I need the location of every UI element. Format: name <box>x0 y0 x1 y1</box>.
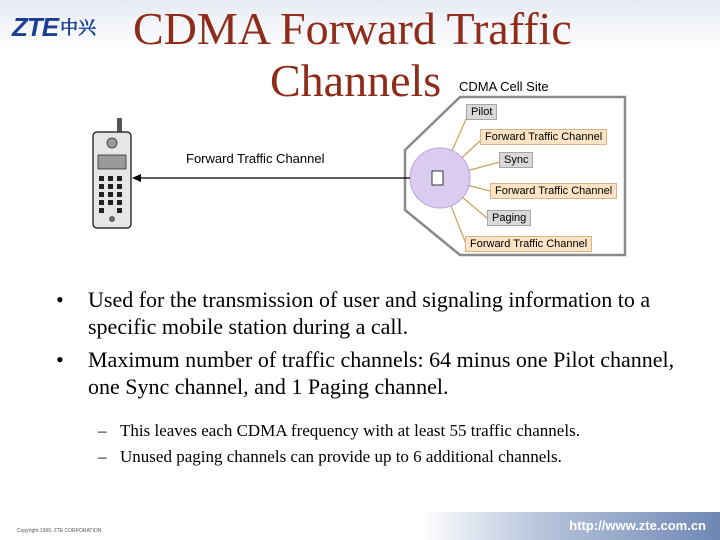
bullet-list <box>56 286 696 472</box>
zte-logo <box>12 10 108 44</box>
antenna-icon <box>432 171 443 185</box>
sub-bullet-text: This leaves each CDMA frequency with at least 55 traffic channels. <box>120 421 580 440</box>
logo-chinese: 中兴 <box>60 18 97 39</box>
footer-url: http://www.zte.com.cn <box>569 518 706 533</box>
bullet-item <box>56 346 696 400</box>
dash-icon: – <box>98 421 107 440</box>
channel-label-paging: Paging <box>487 210 531 226</box>
channel-label-sync: Sync <box>499 152 533 168</box>
dash-icon: – <box>98 447 107 466</box>
copyright-text: Copyright 1999, ZTE CORPORATION <box>17 528 102 534</box>
forward-link-arrowhead <box>132 174 141 182</box>
mobile-phone-icon <box>93 118 131 228</box>
channel-label-traffic-1: Forward Traffic Channel <box>480 129 607 145</box>
sub-bullet-item <box>98 446 680 467</box>
channel-label-traffic-3: Forward Traffic Channel <box>465 236 592 252</box>
bullet-item <box>56 286 696 340</box>
channel-label-pilot: Pilot <box>466 104 497 120</box>
bullet-dot-icon: • <box>56 287 64 312</box>
sub-bullet-text: Unused paging channels can provide up to 6 additional channels. <box>120 447 562 466</box>
logo-text: ZTE <box>12 11 59 42</box>
bullet-text: Used for the transmission of user and signaling information to a specific mobile station during a call. <box>88 287 651 339</box>
bullet-dot-icon: • <box>56 347 64 372</box>
bullet-text: Maximum number of traffic channels: 64 minus one Pilot channel, one Sync channel, and 1 Paging channel. <box>88 347 675 399</box>
cell-site-label: CDMA Cell Site <box>459 79 549 94</box>
channel-label-traffic-2: Forward Traffic Channel <box>490 183 617 199</box>
title-line-2: Channels <box>270 55 442 106</box>
sub-bullet-item <box>98 420 680 441</box>
forward-link-label: Forward Traffic Channel <box>186 151 325 166</box>
title-line-1: CDMA Forward Traffic <box>133 3 572 54</box>
